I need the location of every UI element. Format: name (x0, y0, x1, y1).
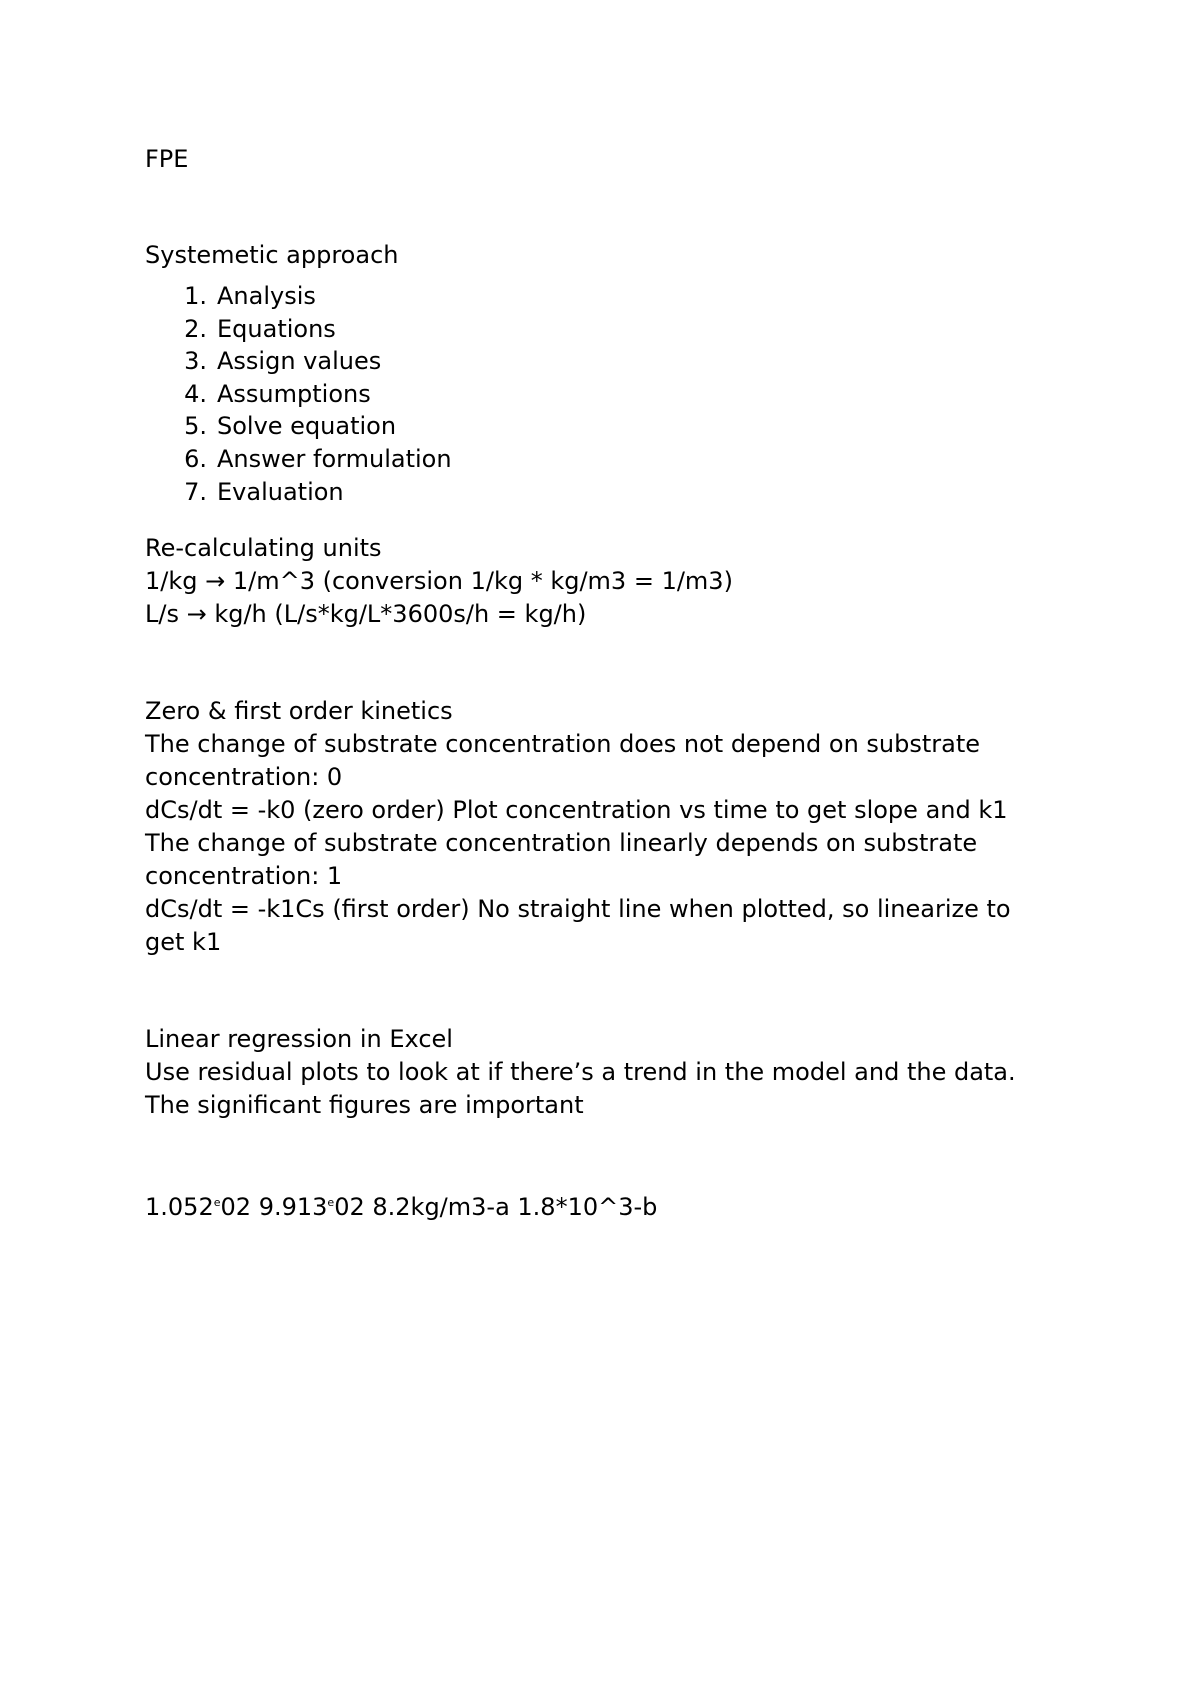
list-item: 5. Solve equation (184, 412, 397, 441)
text-line: 1/kg → 1/m^3 (conversion 1/kg * kg/m3 = 1/m3) (145, 567, 733, 595)
text-line: dCs/dt = -k0 (zero order) Plot concentration vs time to get slope and k1 (145, 796, 1008, 824)
steps-list (145, 280, 1045, 508)
section-heading: Re-calculating units (145, 534, 382, 562)
list-item: 4. Assumptions (184, 379, 371, 408)
list-item: 3. Assign values (184, 347, 382, 376)
section-heading: Zero & first order kinetics (145, 697, 453, 725)
units-section (145, 532, 1045, 631)
text-line: The change of substrate concentration linearly depends on substrate (145, 829, 978, 857)
text-line: get k1 (145, 928, 222, 956)
numbers-line: 1.052e02 9.913e02 8.2kg/m3-a 1.8*10^3-b (145, 1193, 658, 1221)
text-line: concentration: 1 (145, 862, 343, 890)
regression-section (145, 1023, 1045, 1122)
list-item: 2. Equations (184, 314, 336, 343)
section-heading: Linear regression in Excel (145, 1025, 453, 1053)
list-item: 1. Analysis (184, 282, 316, 310)
text-line: Use residual plots to look at if there’s a trend in the model and the data. (145, 1058, 1016, 1086)
document-title: FPE (145, 145, 189, 173)
list-item: 6. Answer formulation (184, 444, 452, 473)
section-heading: Systemetic approach (145, 241, 399, 269)
kinetics-section (145, 695, 1045, 959)
systematic-approach-section (145, 239, 1045, 508)
text-line: The change of substrate concentration does not depend on substrate (145, 730, 981, 758)
text-line: concentration: 0 (145, 763, 343, 791)
text-line: L/s → kg/h (L/s*kg/L*3600s/h = kg/h) (145, 600, 587, 628)
text-line: dCs/dt = -k1Cs (first order) No straight line when plotted, so linearize to (145, 895, 1011, 923)
list-item: 7. Evaluation (184, 477, 344, 506)
text-line: The significant figures are important (145, 1091, 584, 1119)
